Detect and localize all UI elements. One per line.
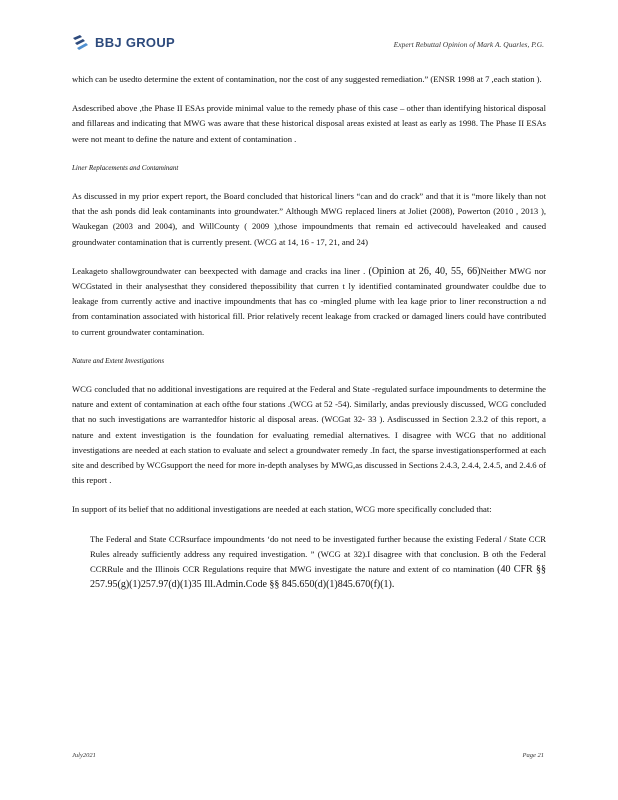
document-body [72, 72, 546, 592]
section-heading-liner: Liner Replacements and Contaminant [72, 163, 179, 172]
page-number: Page 21 [522, 752, 544, 759]
logo-text: BBJ GROUP [95, 34, 175, 50]
paragraph-2: Asdescribed above ,the Phase II ESAs provide minimal value to the remedy phase of this case – other than identifying historical disposal and fillareas and indicating that MWG was aware that these historical disposal areas existed at least as early as 1998. The Phase II ESAs were not meant to define the nature and extent of contamination . [72, 103, 546, 144]
paragraph-3: As discussed in my prior expert report, the Board concluded that historical liners “can and do crack” and that it is “more likely than not that the ash ponds did leak contaminants into groundwater.” Although MWG replaced liners at Joliet (2008), Powerton (2010 , 2013 ), Waukegan (2003 and 2004), and WillCounty ( 2009 ),those impoundments that remain ed activecould haveleaked and caused groundwater contamination that is currently present. (WCG at 14, 16 - 17, 21, and 24) [72, 191, 546, 247]
company-logo [72, 34, 175, 50]
bullet-item [72, 532, 546, 593]
section-heading-nature: Nature and Extent Investigations [72, 356, 165, 365]
paragraph-4-text-a: Leakageto shallowgroundwater can beexpected with damage and cracks ina liner . [72, 265, 366, 276]
bullet-citation: (40 CFR §§ 257.95(g)(1)257.97(d)(1)35 Ill.Admin.Code §§ 845.650(d)(1)845.670(f)(1). [90, 564, 547, 591]
page-header [72, 34, 544, 56]
paragraph-5: WCG concluded that no additional investigations are required at the Federal and State -regulated surface impoundments to determine the nature and extent of contamination at each ofthe four stations .(WCG at 52 -54). Similarly, andas previously discussed, WCG concluded that no such investigations are warrantedfor historic al disposal areas. (WCGat 32- 33 ). Asdiscussed in Section 2.3.2 of this report, a nature and extent investigation is the foundation for evaluating remedial alternatives. I disagree with WCG that no additional investigations are needed at each station to evaluate and select a groundwater remedy .In fact, the sparse investigationsperformed at each site and described by WCGsupport the need for more in-depth analyses by MWG,as discussed in Sections 2.4.3, 2.4.4, 2.4.5, and 2.4.6 of this report . [72, 384, 546, 486]
logo-mark-icon [72, 34, 90, 50]
header-title: Expert Rebuttal Opinion of Mark A. Quarles, P.G. [393, 40, 544, 49]
opinion-citation: (Opinion at 26, 40, 55, 66) [368, 265, 481, 277]
bullet-text: The Federal and State CCRsurface impoundments ‘do not need to be investigated further because the existing Federal / State CCR Rules already sufficiently address any required investigation. ” (WCG at 32).I disagree with that conclusion. B oth the Federal CCRRule and the Illinois CCR Regulations require that MWG investigate the nature and extent of co ntamination [90, 533, 546, 575]
paragraph-1: which can be usedto determine the extent of contamination, nor the cost of any suggested remediation.” (ENSR 1998 at 7 ,each station ). [72, 74, 542, 84]
paragraph-4 [72, 264, 546, 340]
paragraph-6: In support of its belief that no additional investigations are needed at each station, WCG more specifically concluded that: [72, 504, 492, 515]
footer-date: July2021 [72, 752, 96, 759]
paragraph-4-text-b: Neither MWG nor WCGstated in their analysesthat they considered thepossibility that curren t ly identified contaminated groundwater couldbe due to leakage from currently active and inactive impoundments that has co -mingled plume with lea kage prior to liner reconstruction a nd from contamination associated with historical fill. Prior relatively recent leakage from cracked or damaged liners could have contributed to current groundwater contamination. [72, 265, 546, 337]
